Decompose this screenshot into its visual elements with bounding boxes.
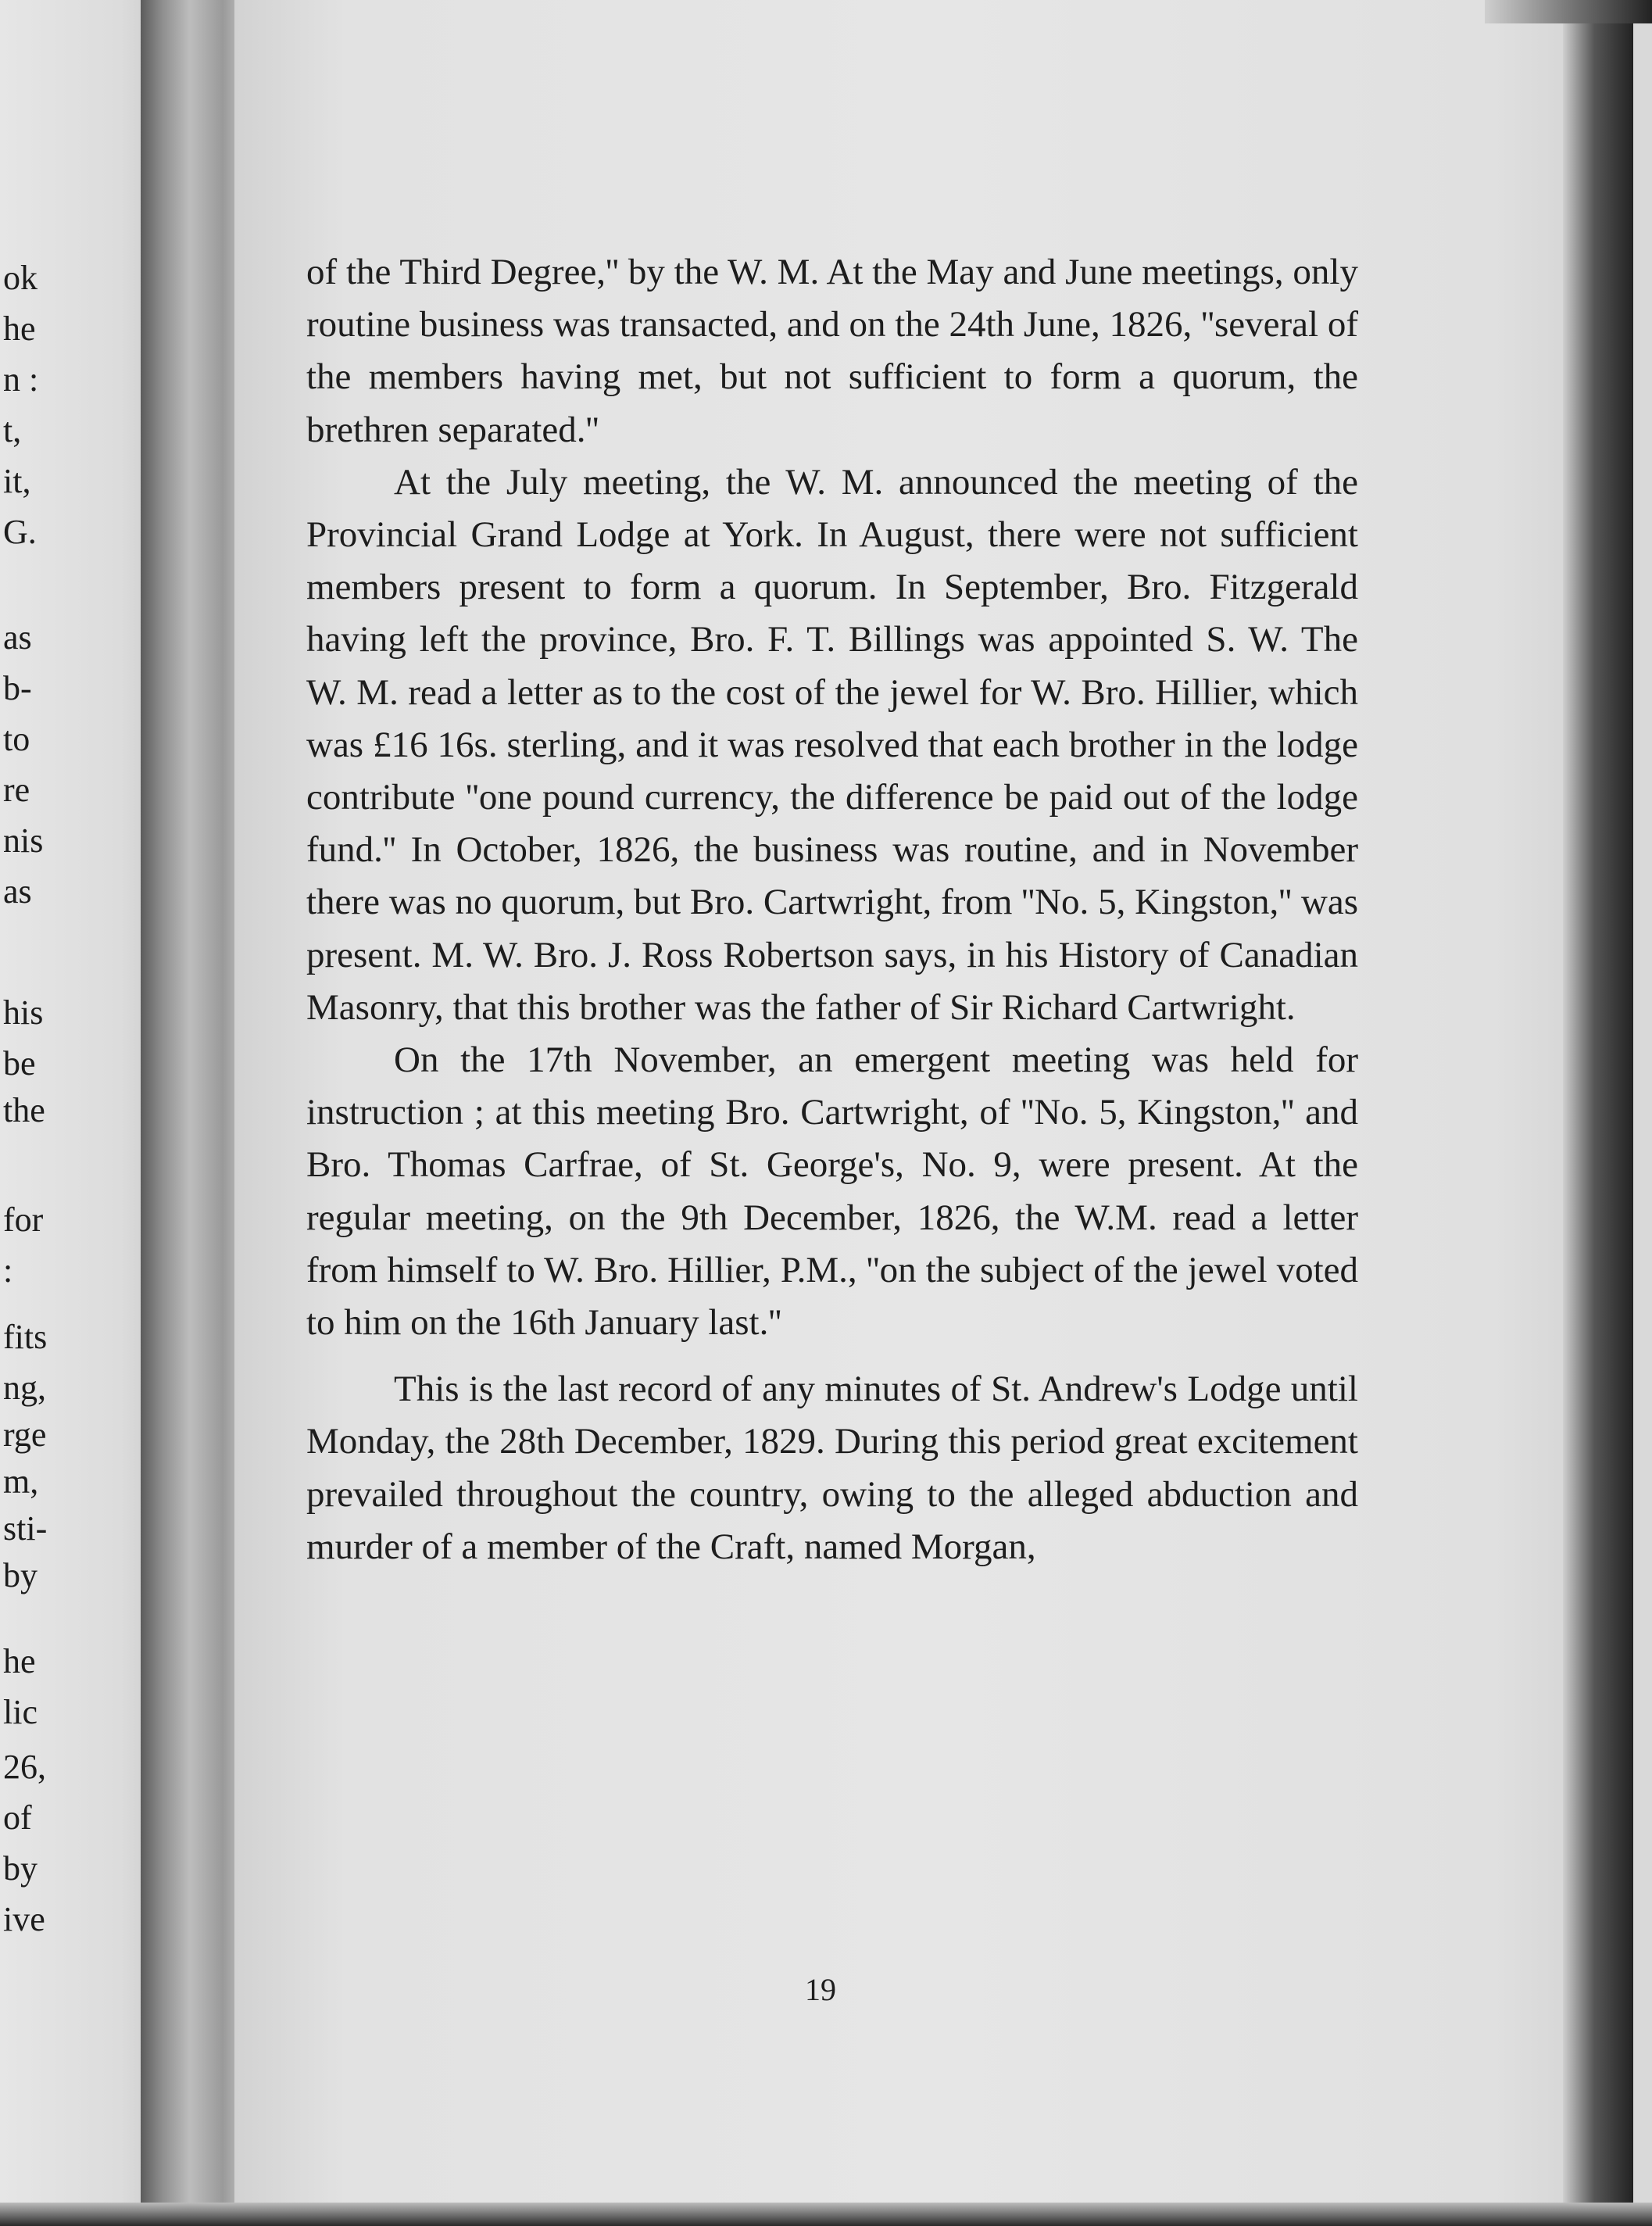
paragraph: On the 17th November, an emergent meeting was held for instruction ; at this meeting Bro. Cartwright, of ''No. 5, Kingston,'' and Bro. Thomas Carfrae, of St. George's, No. 9, were present. At the regular meeting, on the 9th December, 1826, the W.M. read a letter from himself to W. Bro. Hillier, P.M., ''on the subject of the jewel voted to him on the 16th January last.'' bbox=[306, 1040, 1358, 1344]
facing-fragment: to bbox=[3, 720, 30, 758]
facing-fragment: of bbox=[3, 1798, 32, 1837]
facing-fragment: ive bbox=[3, 1900, 45, 1938]
facing-fragment: ng, bbox=[3, 1369, 46, 1407]
facing-fragment: nis bbox=[3, 821, 44, 860]
facing-fragment: G. bbox=[3, 513, 37, 551]
facing-fragment: re bbox=[3, 771, 30, 809]
body-text bbox=[306, 246, 1358, 1573]
page-edge-shadow bbox=[1563, 0, 1633, 2226]
facing-fragment: sti- bbox=[3, 1509, 48, 1548]
bottom-edge-shadow bbox=[0, 2203, 1652, 2226]
facing-fragment: : bbox=[3, 1251, 13, 1290]
facing-fragment: the bbox=[3, 1091, 45, 1129]
facing-fragment: it, bbox=[3, 462, 31, 500]
book-gutter-shadow bbox=[141, 0, 250, 2226]
facing-fragment: rge bbox=[3, 1415, 47, 1454]
facing-fragment: as bbox=[3, 872, 32, 911]
facing-fragment: he bbox=[3, 1642, 36, 1680]
facing-fragment: by bbox=[3, 1849, 38, 1888]
facing-fragment: n : bbox=[3, 360, 39, 399]
facing-fragment: ok bbox=[3, 259, 38, 297]
facing-fragment: 26, bbox=[3, 1748, 46, 1786]
facing-fragment: fits bbox=[3, 1318, 48, 1356]
facing-fragment: be bbox=[3, 1044, 36, 1083]
facing-fragment: m, bbox=[3, 1462, 39, 1501]
facing-fragment: by bbox=[3, 1556, 38, 1594]
paragraph: This is the last record of any minutes of St. Andrew's Lodge until Monday, the 28th December, 1829. During this period great excitement prevailed throughout the country, owing to the alleged abduction and murder of a member of the Craft, named Morgan, bbox=[306, 1369, 1358, 1567]
facing-fragment: b- bbox=[3, 669, 32, 707]
facing-fragment: lic bbox=[3, 1693, 38, 1731]
facing-fragment: as bbox=[3, 618, 32, 657]
facing-fragment: t, bbox=[3, 411, 22, 449]
paragraph: of the Third Degree,'' by the W. M. At the May and June meetings, only routine business was transacted, and on the 24th June, 1826, ''several of the members having met, but not sufficient to form a quorum, the brethren separated.'' bbox=[306, 252, 1358, 450]
facing-fragment: his bbox=[3, 993, 44, 1032]
page-number: 19 bbox=[805, 1972, 836, 2007]
facing-fragment: he bbox=[3, 310, 36, 348]
paragraph: At the July meeting, the W. M. announced the meeting of the Provincial Grand Lodge at York. In August, there were not sufficient members present to form a quorum. In September, Bro. Fitzgerald having left the province, Bro. F. T. Billings was appointed S. W. The W. M. read a letter as to the cost of the jewel for W. Bro. Hillier, which was £16 16s. sterling, and it was resolved that each brother in the lodge contribute ''one pound currency, the difference be paid out of the lodge fund.'' In October, 1826, the business was routine, and in November there was no quorum, but Bro. Cartwright, from ''No. 5, Kingston,'' was present. M. W. Bro. J. Ross Robertson says, in his History of Canadian Masonry, that this brother was the father of Sir Richard Cartwright. bbox=[306, 461, 1358, 1028]
top-edge-shadow bbox=[1485, 0, 1652, 23]
facing-fragment: for bbox=[3, 1201, 44, 1239]
